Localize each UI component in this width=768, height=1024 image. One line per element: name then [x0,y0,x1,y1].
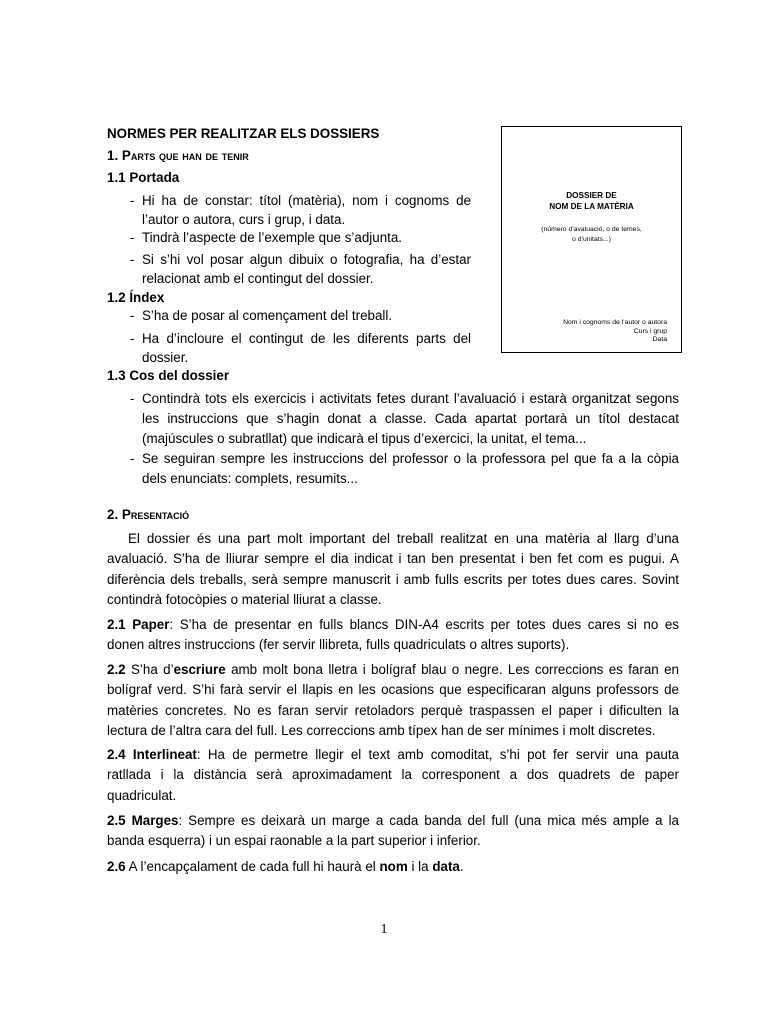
cover-subtitle-line: o d’unitats...) [572,236,611,243]
paragraph-keyword: escriure [173,662,226,677]
list-item [142,191,471,229]
list-item-line: les instruccions que s’hagin donat a classe. Cada apartat portarà un títol destacat [142,411,679,426]
paragraph-label: 2.2 [107,662,126,677]
list-item [142,389,679,449]
cover-footer-line: Nom i cognoms de l’autor o autora [563,319,667,326]
list-item-line: S’ha de posar al començament del treball. [142,308,393,323]
paragraph-text: : Ha de permetre llegir el text amb comoditat, s’hi pot fer servir una pauta [196,747,679,762]
bullet-dash: - [130,308,135,323]
paragraph-line [107,745,679,765]
list-item-line: Hi ha de constar: títol (matèria), nom i cognoms de [142,193,471,208]
paragraph-line: quadriculat. [107,787,177,803]
list-item-line: dels enunciats: complets, resumits... [142,471,358,486]
list-item-line: relacionat amb el contingut del dossier. [142,271,374,286]
cover-example-footer [563,319,667,345]
paragraph-line: diferència dels treballs, serà sempre manuscrit i amb fulls escrits per totes dues cares. Sovint [107,571,679,587]
list-item [142,306,471,325]
subsection-portada-title: 1.1 Portada [107,170,180,185]
cover-example-title [502,190,681,212]
paragraph-encapcalament [107,857,679,877]
document-heading: NORMES PER REALITZAR ELS DOSSIERS [107,126,380,141]
paragraph-line [107,857,679,877]
list-item-line: Se seguiran sempre les instruccions del professor o la professora pel que fa a la còpia [142,451,679,466]
cover-footer-line: Curs i grup [633,327,667,335]
paragraph-line: contindrà fotocòpies o material lliurat a classe. [107,591,382,607]
paragraph-text: amb molt bona lletra i bolígraf blau o negre. Les correccions es faran en [225,662,679,677]
list-item-line: l’autor o autora, curs i grup, i data. [142,212,346,227]
paragraph-line: matèries concretes. No es faran servir retoladors perquè traspassen el paper i dificulten la [107,702,679,718]
paragraph-text: : S’ha de presentar en fulls blancs DIN-A4 escrits per totes dues cares si no es [169,617,679,632]
paragraph-line: lectura de l’altra cara del full. Les correccions amb típex han de ser mínimes i molt discretes. [107,722,656,738]
list-item [142,329,471,367]
paragraph-paper [107,615,679,656]
paragraph-keyword: nom [379,859,408,874]
paragraph-text: A l’encapçalament de cada full hi haurà el [125,859,380,874]
paragraph-text: i la [407,859,433,874]
bullet-dash: - [130,451,135,466]
cover-example-subtitle [502,225,681,245]
page-number: 1 [380,922,388,937]
paragraph-line: bolígraf verd. S’hi farà servir el llapis en les ocasions que especificaran alguns professors de [107,682,679,698]
paragraph-marges [107,811,679,852]
subsection-cos-title: 1.3 Cos del dossier [107,368,230,383]
subsection-index-title: 1.2 Índex [107,290,165,305]
section-2-intro [107,529,679,610]
cover-footer-line: Data [652,336,667,343]
bullet-dash: - [130,252,135,267]
list-item-line: dossier. [142,350,189,365]
paragraph-label: 2.6 [107,859,126,874]
paragraph-escriure [107,660,679,741]
section-2-title: 2. Presentació [107,507,190,522]
paragraph-line: ratllada i la distància serà aproximadament la corresponent a dos quadrets de paper [107,767,679,783]
paragraph-label: 2.4 Interlineat [107,747,197,762]
paragraph-line: donen altres instruccions (fer servir llibreta, fulls quadriculats o altres suports). [107,637,570,653]
paragraph-text: S’ha d’ [125,662,174,677]
paragraph-line: avaluació. S’ha de lliurar sempre el dia indicat i tan ben presentat i ben fet com es pugui. A [107,551,679,567]
paragraph-line [107,615,679,635]
paragraph-label: 2.5 Marges [107,813,179,828]
bullet-dash: - [130,230,135,245]
bullet-dash: - [130,193,135,208]
bullet-dash: - [130,391,135,406]
paragraph-interlineat [107,745,679,806]
paragraph-text: : Sempre es deixarà un marge a cada banda del full (una mica més ample a la [178,813,679,828]
list-item [142,449,679,489]
cover-title-line: DOSSIER DE [566,191,617,200]
paragraph-label: 2.1 Paper [107,617,170,632]
cover-example-box [501,126,682,353]
list-item [142,228,471,247]
list-item-line: Contindrà tots els exercicis i activitats fetes durant l’avaluació i estarà organitzat segons [142,391,679,406]
list-item-line: Ha d’incloure el contingut de les diferents parts del [142,331,471,346]
paragraph-line: El dossier és una part molt important del treball realitzat en una matèria al llarg d’una [128,531,679,546]
cover-title-line: NOM DE LA MATÈRIA [549,202,634,211]
paragraph-line [107,660,679,680]
cover-subtitle-line: (número d’avaluació, o de temes, [541,226,642,233]
list-item-line: Si s’hi vol posar algun dibuix o fotografia, ha d’estar [142,252,471,267]
list-item [142,250,471,288]
paragraph-line [107,811,679,831]
list-item-line: Tindrà l’aspecte de l’exemple que s’adjunta. [142,230,403,245]
paragraph-keyword: data [432,859,460,874]
bullet-dash: - [130,331,135,346]
list-item-line: (majúscules o subratllat) que indicarà el tipus d’exercici, la unitat, el tema... [142,431,587,446]
paragraph-line: banda esquerra) i un espai raonable a la part superior i inferior. [107,833,481,849]
paragraph-text: . [459,859,464,874]
section-1-title: 1. Parts que han de tenir [107,148,249,163]
